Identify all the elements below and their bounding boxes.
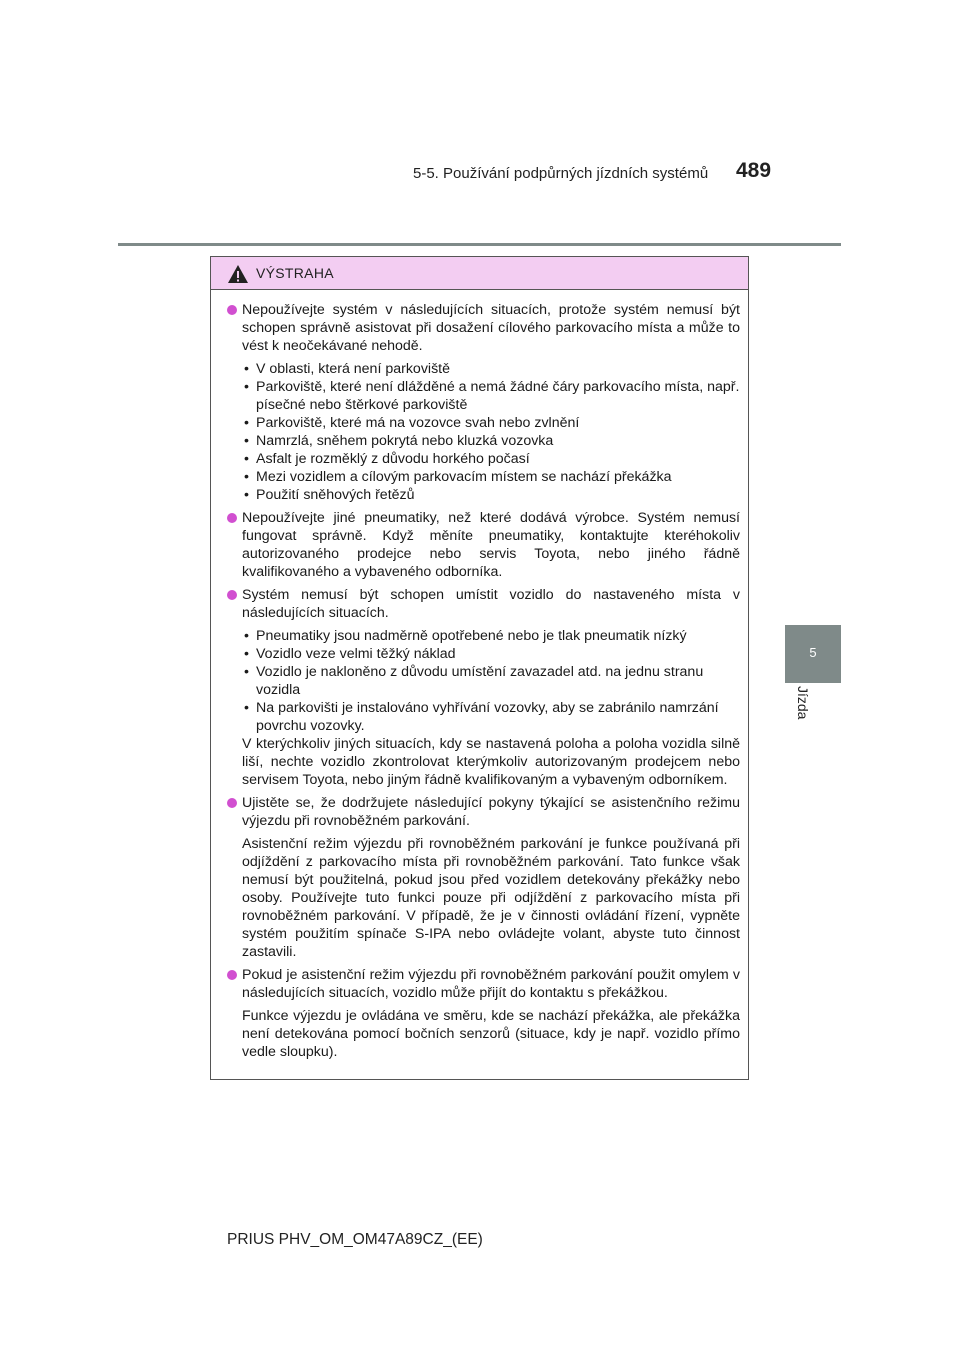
sub-list-item-text: V oblasti, která není parkoviště: [256, 361, 450, 377]
sub-list-item: • Parkoviště, které má na vozovce svah nebo zvlnění: [244, 415, 580, 431]
section-title: 5-5. Používání podpůrných jízdních systémů: [413, 165, 709, 182]
warning-item-text: Nepoužívejte jiné pneumatiky, než které dodává výrobce. Systém nemusí fungovat správně. Když měníte pneumatiky, kontaktujte kteréhokoliv autorizovaného prodejce nebo servis Toyota, nebo jiného řádně kvalifikovaného a vybaveného odborníka.: [242, 510, 740, 580]
chapter-label-container: [775, 686, 811, 766]
sub-list-item-text: Namrzlá, sněhem pokrytá nebo kluzká vozovka: [256, 433, 554, 449]
warning-title: VÝSTRAHA: [256, 265, 334, 281]
warning-item: [226, 301, 740, 355]
sub-list-item-text: Vozidlo veze velmi těžký náklad: [256, 646, 456, 662]
chapter-label: Jízda: [795, 686, 811, 720]
page-number: 489: [736, 159, 772, 182]
warning-paragraph: Funkce výjezdu je ovládána ve směru, kde se nachází překážka, ale překážka není detekována pomocí bočních senzorů (situace, kdy je např. vozidlo přímo vedle sloupku).: [242, 1008, 740, 1060]
sub-list-item: • Asfalt je rozměklý z důvodu horkého počasí: [244, 451, 530, 467]
sub-list: [242, 627, 740, 735]
bullet-dot-icon: [227, 970, 237, 980]
warning-body: [211, 290, 748, 1061]
sub-list-item: • Pneumatiky jsou nadměrně opotřebené nebo je tlak pneumatik nízký: [244, 628, 687, 644]
warning-triangle-icon: [227, 264, 249, 284]
bullet-dot-icon: [227, 305, 237, 315]
warning-item-text: Ujistěte se, že dodržujete následující pokyny týkající se asistenčního režimu výjezdu při rovnoběžném parkování.: [242, 795, 740, 829]
sub-list-item-text: Asfalt je rozměklý z důvodu horkého počasí: [256, 451, 530, 467]
warning-item-text: Nepoužívejte systém v následujících situacích, protože systém nemusí být schopen správně asistovat při dosažení cílového parkovacího místa a může to vést k neočekávané nehodě.: [242, 302, 740, 354]
sub-list-item-text: Mezi vozidlem a cílovým parkovacím místem se nachází překážka: [256, 469, 672, 485]
bullet-dot-icon: [227, 513, 237, 523]
sub-list-item: • Mezi vozidlem a cílovým parkovacím místem se nachází překážka: [244, 469, 672, 485]
warning-box: [210, 256, 749, 1080]
warning-item: [226, 966, 740, 1002]
sub-list-item: • Vozidlo veze velmi těžký náklad: [244, 646, 456, 662]
warning-header: [211, 257, 748, 290]
sub-list-item-text: Parkoviště, které má na vozovce svah nebo zvlnění: [256, 415, 580, 431]
sub-list-item: • Vozidlo je nakloněno z důvodu umístění zavazadel atd. na jednu stranu vozidla: [244, 664, 704, 698]
sub-list: [242, 360, 740, 504]
warning-item-text: Pokud je asistenční režim výjezdu při rovnoběžném parkování použit omylem v následujících situacích, vozidlo může přijít do kontaktu s překážkou.: [242, 967, 740, 1001]
sub-list-item: • Parkoviště, které není dlážděné a nemá žádné čáry parkovacího místa, např. písečné nebo štěrkové parkoviště: [244, 379, 740, 413]
chapter-tab: [785, 625, 841, 683]
sub-list-item-text: Na parkovišti je instalováno vyhřívání vozovky, aby se zabránilo namrzání povrchu vozovky.: [256, 700, 719, 734]
page-header: [0, 0, 960, 250]
warning-paragraph: Asistenční režim výjezdu při rovnoběžném parkování je funkce používaná při odjíždění z parkovacího místa při rovnoběžném parkování. Tato funkce však nemusí být použitelná, pokud jsou před vozidlem detekovány překážky nebo osoby. Používejte tuto funkci pouze při odjíždění z parkovacího místa při rovnoběžném parkování. V případě, že je v činnosti ovládání řízení, vypněte systém použitím spínače S-IPA nebo ovládejte volant, abyste tuto činnost zastavili.: [242, 836, 740, 960]
bullet-dot-icon: [227, 590, 237, 600]
warning-paragraph: V kterýchkoliv jiných situacích, kdy se nastavená poloha a poloha vozidla silně liší, nechte vozidlo zkontrolovat kterýmkoliv autorizovaným prodejcem nebo servisem Toyota, nebo jiným řádně kvalifikovaným a vybaveným odborníkem.: [242, 736, 740, 788]
sub-list-item-text: Vozidlo je nakloněno z důvodu umístění zavazadel atd. na jednu stranu vozidla: [256, 664, 704, 698]
sub-list-item-text: Parkoviště, které není dlážděné a nemá žádné čáry parkovacího místa, např. písečné nebo štěrkové parkoviště: [256, 379, 740, 413]
bullet-dot-icon: [227, 798, 237, 808]
warning-item: [226, 794, 740, 830]
sub-list-item: • Na parkovišti je instalováno vyhřívání vozovky, aby se zabránilo namrzání povrchu vozovky.: [244, 700, 719, 734]
warning-item: [226, 509, 740, 581]
sub-list-item: • Namrzlá, sněhem pokrytá nebo kluzká vozovka: [244, 433, 554, 449]
chapter-number: 5: [809, 645, 817, 660]
sub-list-item: • Použití sněhových řetězů: [244, 487, 415, 503]
sub-list-item: • V oblasti, která není parkoviště: [244, 361, 450, 377]
warning-item: [226, 586, 740, 622]
document-code: PRIUS PHV_OM_OM47A89CZ_(EE): [227, 1231, 483, 1248]
header-divider: [118, 243, 841, 246]
sub-list-item-text: Použití sněhových řetězů: [256, 487, 415, 503]
sub-list-item-text: Pneumatiky jsou nadměrně opotřebené nebo je tlak pneumatik nízký: [256, 628, 687, 644]
warning-item-text: Systém nemusí být schopen umístit vozidlo do nastaveného místa v následujících situacích.: [242, 587, 740, 621]
